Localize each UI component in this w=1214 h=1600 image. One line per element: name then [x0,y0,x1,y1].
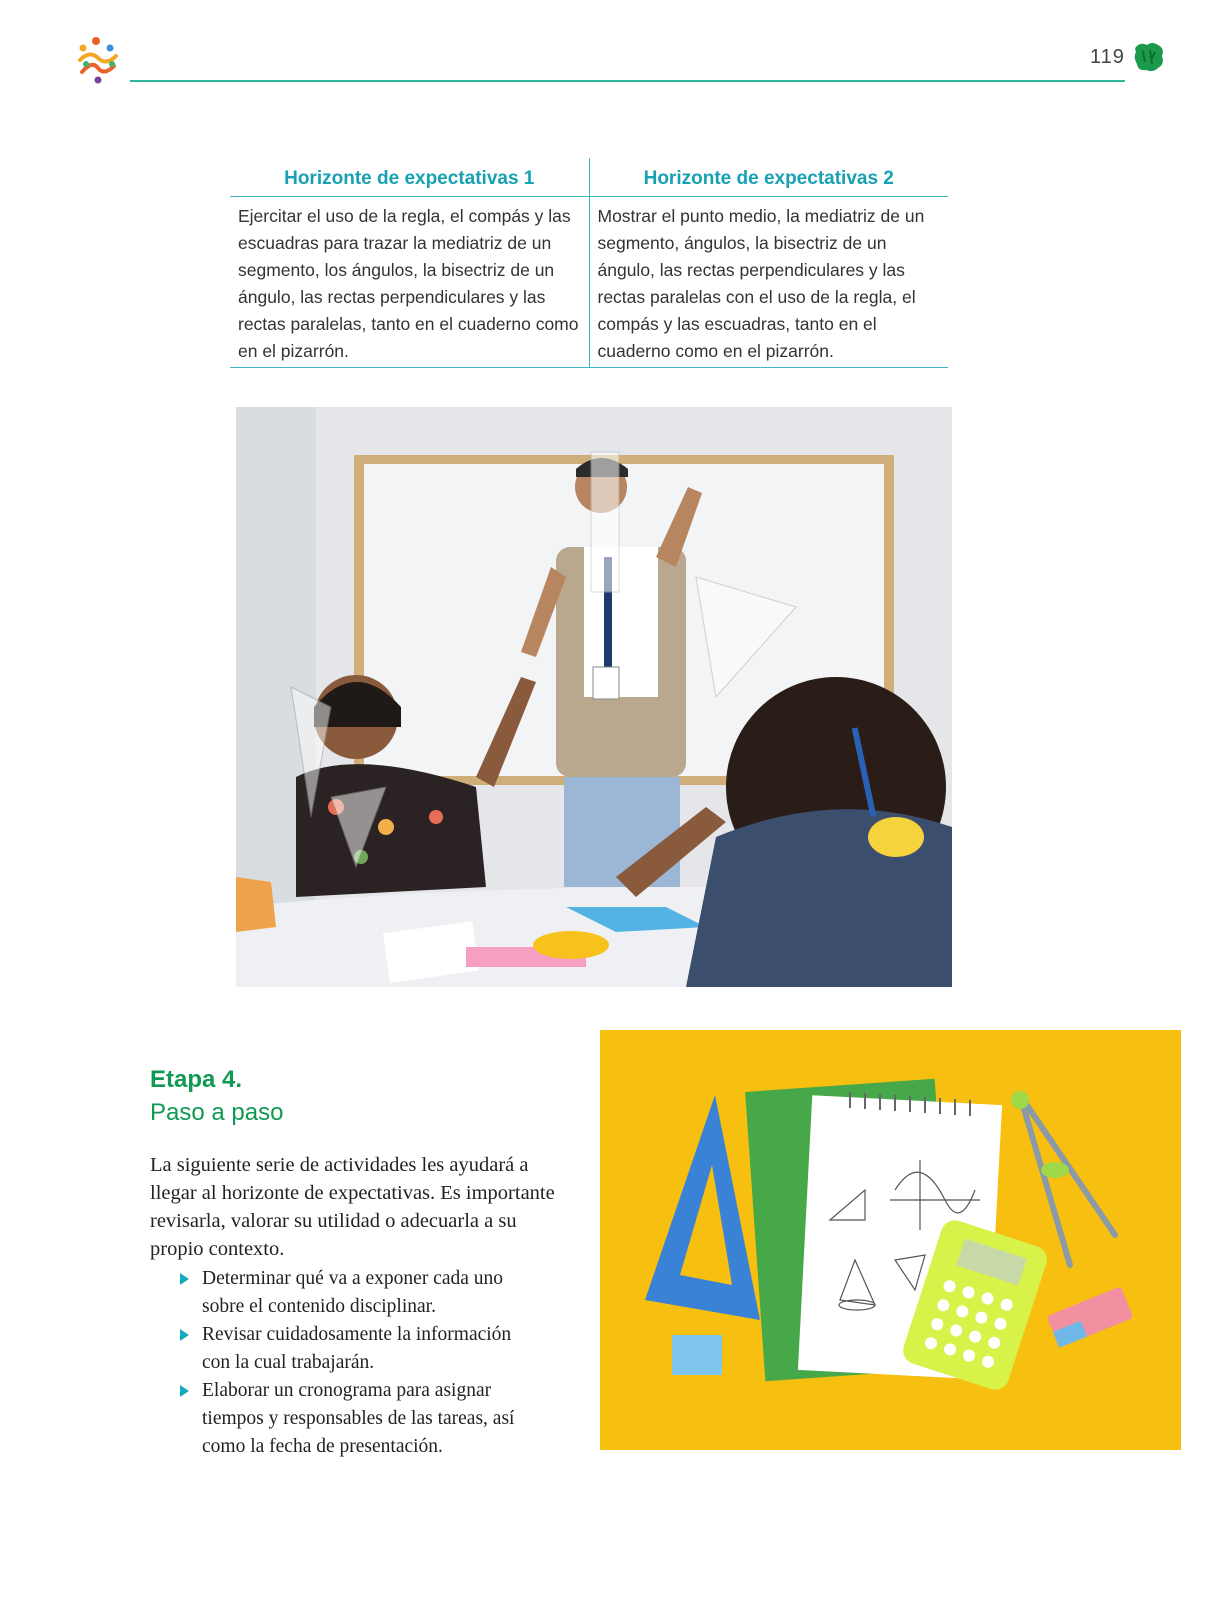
bullet-icon [180,1329,189,1341]
page-badge-icon [1132,40,1166,74]
etapa-list [150,1265,570,1461]
classroom-photo [236,407,952,987]
header-rule [130,80,1125,82]
table-header-1: Horizonte de expectativas 1 [230,158,589,197]
table-header-2: Horizonte de expectativas 2 [589,158,948,197]
list-item: Determinar qué va a exponer cada uno sobre el contenido disciplinar. [180,1265,542,1321]
expectations-table [230,158,948,368]
page-number: 119 [1090,46,1125,68]
math-tools-photo [600,1030,1181,1450]
etapa-intro: La siguiente serie de actividades les ayudará a llegar al horizonte de expectativas. Es importante revisarla, valorar su utilidad o adecuarla a su propio contexto. [150,1154,555,1260]
bullet-icon [180,1273,189,1285]
bullet-icon [180,1385,189,1397]
list-item: Elaborar un cronograma para asignar tiempos y responsables de las tareas, así como la fecha de presentación. [180,1377,542,1461]
etapa-section [150,1063,570,1461]
table-cell-1: Ejercitar el uso de la regla, el compás y las escuadras para trazar la mediatriz de un segmento, los ángulos, la bisectriz de un ángulo, las rectas perpendiculares y las rectas paralelas, tanto en el cuaderno como en el pizarrón. [230,197,589,368]
list-item: Revisar cuidadosamente la información con la cual trabajarán. [180,1321,542,1377]
logo-icon [72,34,124,86]
etapa-subtitle: Paso a paso [150,1099,284,1126]
table-cell-2: Mostrar el punto medio, la mediatriz de un segmento, ángulos, la bisectriz de un ángulo, las rectas perpendiculares y las rectas paralelas con el uso de la regla, el compás y las escuadras, tanto en el cuaderno como en el pizarrón. [589,197,948,368]
etapa-title: Etapa 4. [150,1066,243,1093]
